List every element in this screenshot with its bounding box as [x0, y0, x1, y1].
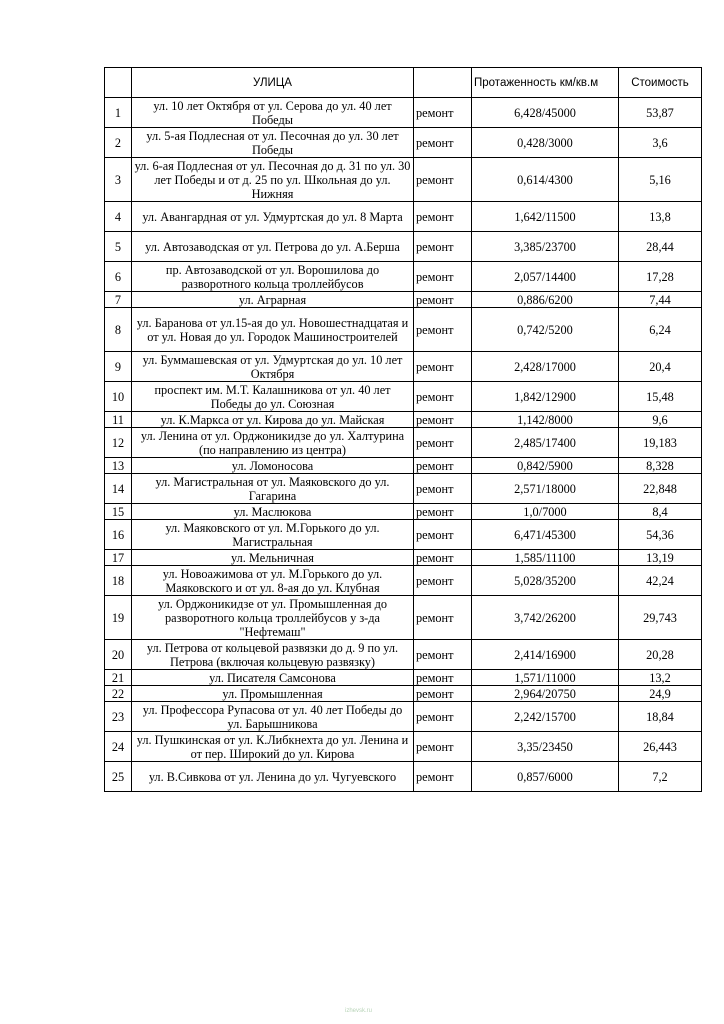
street-cell: ул. Ленина от ул. Орджоникидзе до ул. Халтурина (по направлению из центра): [132, 428, 414, 458]
length-cell: 6,471/45300: [472, 520, 619, 550]
length-cell: 0,842/5900: [472, 458, 619, 474]
cost-cell: 13,2: [619, 670, 702, 686]
street-cell: ул. Новоажимова от ул. М.Горького до ул. Маяковского и от ул. 8-ая до ул. Клубная: [132, 566, 414, 596]
table-header-row: [105, 68, 702, 98]
length-cell: 2,057/14400: [472, 262, 619, 292]
table-row: [105, 566, 702, 596]
table-row: [105, 520, 702, 550]
work-type-cell: ремонт: [414, 474, 472, 504]
header-work: [414, 68, 472, 98]
length-cell: 0,614/4300: [472, 158, 619, 202]
table-row: [105, 640, 702, 670]
work-type-cell: ремонт: [414, 566, 472, 596]
roads-repair-table: [104, 67, 702, 792]
row-number: 8: [105, 308, 132, 352]
table-row: [105, 670, 702, 686]
length-cell: 0,742/5200: [472, 308, 619, 352]
header-street: УЛИЦА: [132, 68, 414, 98]
length-cell: 0,857/6000: [472, 762, 619, 792]
length-cell: 2,428/17000: [472, 352, 619, 382]
cost-cell: 17,28: [619, 262, 702, 292]
work-type-cell: ремонт: [414, 428, 472, 458]
work-type-cell: ремонт: [414, 670, 472, 686]
row-number: 18: [105, 566, 132, 596]
row-number: 16: [105, 520, 132, 550]
length-cell: 2,485/17400: [472, 428, 619, 458]
row-number: 24: [105, 732, 132, 762]
row-number: 17: [105, 550, 132, 566]
cost-cell: 24,9: [619, 686, 702, 702]
street-cell: ул. Баранова от ул.15-ая до ул. Новошестнадцатая и от ул. Новая до ул. Городок Машиностроителей: [132, 308, 414, 352]
cost-cell: 7,2: [619, 762, 702, 792]
cost-cell: 8,4: [619, 504, 702, 520]
work-type-cell: ремонт: [414, 702, 472, 732]
cost-cell: 19,183: [619, 428, 702, 458]
work-type-cell: ремонт: [414, 640, 472, 670]
table-row: [105, 458, 702, 474]
cost-cell: 13,19: [619, 550, 702, 566]
street-cell: ул. К.Маркса от ул. Кирова до ул. Майская: [132, 412, 414, 428]
row-number: 7: [105, 292, 132, 308]
cost-cell: 42,24: [619, 566, 702, 596]
street-cell: ул. Маяковского от ул. М.Горького до ул. Магистральная: [132, 520, 414, 550]
row-number: 4: [105, 202, 132, 232]
work-type-cell: ремонт: [414, 550, 472, 566]
table-row: [105, 98, 702, 128]
table-row: [105, 382, 702, 412]
street-cell: ул. Ломоносова: [132, 458, 414, 474]
street-cell: ул. 6-ая Подлесная от ул. Песочная до д. 31 по ул. 30 лет Победы и от д. 25 по ул. Школьная до ул. Нижняя: [132, 158, 414, 202]
table-row: [105, 128, 702, 158]
table-row: [105, 702, 702, 732]
cost-cell: 20,4: [619, 352, 702, 382]
row-number: 23: [105, 702, 132, 732]
cost-cell: 7,44: [619, 292, 702, 308]
length-cell: 3,742/26200: [472, 596, 619, 640]
row-number: 3: [105, 158, 132, 202]
street-cell: ул. Авангардная от ул. Удмуртская до ул. 8 Марта: [132, 202, 414, 232]
cost-cell: 8,328: [619, 458, 702, 474]
row-number: 11: [105, 412, 132, 428]
cost-cell: 5,16: [619, 158, 702, 202]
cost-cell: 18,84: [619, 702, 702, 732]
table-row: [105, 352, 702, 382]
cost-cell: 6,24: [619, 308, 702, 352]
work-type-cell: ремонт: [414, 732, 472, 762]
cost-cell: 28,44: [619, 232, 702, 262]
length-cell: 1,585/11100: [472, 550, 619, 566]
row-number: 10: [105, 382, 132, 412]
header-length: Протаженность км/кв.м: [472, 68, 619, 98]
row-number: 6: [105, 262, 132, 292]
table-row: [105, 412, 702, 428]
length-cell: 1,642/11500: [472, 202, 619, 232]
work-type-cell: ремонт: [414, 762, 472, 792]
work-type-cell: ремонт: [414, 458, 472, 474]
street-cell: ул. Пушкинская от ул. К.Либкнехта до ул. Ленина и от пер. Широкий до ул. Кирова: [132, 732, 414, 762]
work-type-cell: ремонт: [414, 352, 472, 382]
table-row: [105, 232, 702, 262]
work-type-cell: ремонт: [414, 292, 472, 308]
street-cell: ул. В.Сивкова от ул. Ленина до ул. Чугуевского: [132, 762, 414, 792]
work-type-cell: ремонт: [414, 596, 472, 640]
length-cell: 1,571/11000: [472, 670, 619, 686]
row-number: 1: [105, 98, 132, 128]
table-row: [105, 686, 702, 702]
row-number: 12: [105, 428, 132, 458]
length-cell: 1,142/8000: [472, 412, 619, 428]
table-row: [105, 504, 702, 520]
work-type-cell: ремонт: [414, 98, 472, 128]
work-type-cell: ремонт: [414, 382, 472, 412]
street-cell: ул. Буммашевская от ул. Удмуртская до ул. 10 лет Октября: [132, 352, 414, 382]
cost-cell: 54,36: [619, 520, 702, 550]
cost-cell: 22,848: [619, 474, 702, 504]
street-cell: проспект им. М.Т. Калашникова от ул. 40 лет Победы до ул. Союзная: [132, 382, 414, 412]
length-cell: 0,428/3000: [472, 128, 619, 158]
row-number: 13: [105, 458, 132, 474]
street-cell: ул. 5-ая Подлесная от ул. Песочная до ул. 30 лет Победы: [132, 128, 414, 158]
street-cell: ул. Писателя Самсонова: [132, 670, 414, 686]
street-cell: ул. 10 лет Октября от ул. Серова до ул. 40 лет Победы: [132, 98, 414, 128]
row-number: 20: [105, 640, 132, 670]
table-row: [105, 308, 702, 352]
row-number: 19: [105, 596, 132, 640]
table-row: [105, 262, 702, 292]
length-cell: 1,0/7000: [472, 504, 619, 520]
work-type-cell: ремонт: [414, 412, 472, 428]
length-cell: 2,414/16900: [472, 640, 619, 670]
street-cell: ул. Маслюкова: [132, 504, 414, 520]
length-cell: 3,35/23450: [472, 732, 619, 762]
row-number: 21: [105, 670, 132, 686]
work-type-cell: ремонт: [414, 504, 472, 520]
row-number: 5: [105, 232, 132, 262]
street-cell: ул. Профессора Рупасова от ул. 40 лет Победы до ул. Барышникова: [132, 702, 414, 732]
row-number: 2: [105, 128, 132, 158]
length-cell: 2,242/15700: [472, 702, 619, 732]
street-cell: ул. Мельничная: [132, 550, 414, 566]
length-cell: 0,886/6200: [472, 292, 619, 308]
street-cell: ул. Промышленная: [132, 686, 414, 702]
table-row: [105, 550, 702, 566]
cost-cell: 26,443: [619, 732, 702, 762]
table-row: [105, 732, 702, 762]
header-num: [105, 68, 132, 98]
cost-cell: 9,6: [619, 412, 702, 428]
length-cell: 1,842/12900: [472, 382, 619, 412]
length-cell: 5,028/35200: [472, 566, 619, 596]
work-type-cell: ремонт: [414, 520, 472, 550]
cost-cell: 3,6: [619, 128, 702, 158]
table-row: [105, 202, 702, 232]
cost-cell: 20,28: [619, 640, 702, 670]
table-row: [105, 762, 702, 792]
table-row: [105, 596, 702, 640]
cost-cell: 53,87: [619, 98, 702, 128]
work-type-cell: ремонт: [414, 232, 472, 262]
row-number: 15: [105, 504, 132, 520]
table-row: [105, 292, 702, 308]
work-type-cell: ремонт: [414, 128, 472, 158]
street-cell: пр. Автозаводской от ул. Ворошилова до разворотного кольца троллейбусов: [132, 262, 414, 292]
cost-cell: 15,48: [619, 382, 702, 412]
street-cell: ул. Орджоникидзе от ул. Промышленная до разворотного кольца троллейбусов у з-да "Нефтемаш": [132, 596, 414, 640]
watermark-text: izhevsk.ru: [345, 1008, 373, 1014]
street-cell: ул. Автозаводская от ул. Петрова до ул. А.Берша: [132, 232, 414, 262]
work-type-cell: ремонт: [414, 308, 472, 352]
work-type-cell: ремонт: [414, 686, 472, 702]
work-type-cell: ремонт: [414, 158, 472, 202]
work-type-cell: ремонт: [414, 262, 472, 292]
length-cell: 3,385/23700: [472, 232, 619, 262]
cost-cell: 13,8: [619, 202, 702, 232]
row-number: 25: [105, 762, 132, 792]
work-type-cell: ремонт: [414, 202, 472, 232]
length-cell: 2,964/20750: [472, 686, 619, 702]
length-cell: 2,571/18000: [472, 474, 619, 504]
street-cell: ул. Аграрная: [132, 292, 414, 308]
street-cell: ул. Петрова от кольцевой развязки до д. 9 по ул. Петрова (включая кольцевую развязку): [132, 640, 414, 670]
street-cell: ул. Магистральная от ул. Маяковского до ул. Гагарина: [132, 474, 414, 504]
table-row: [105, 428, 702, 458]
table-row: [105, 158, 702, 202]
header-cost: Стоимость: [619, 68, 702, 98]
table-row: [105, 474, 702, 504]
row-number: 9: [105, 352, 132, 382]
length-cell: 6,428/45000: [472, 98, 619, 128]
row-number: 22: [105, 686, 132, 702]
row-number: 14: [105, 474, 132, 504]
cost-cell: 29,743: [619, 596, 702, 640]
